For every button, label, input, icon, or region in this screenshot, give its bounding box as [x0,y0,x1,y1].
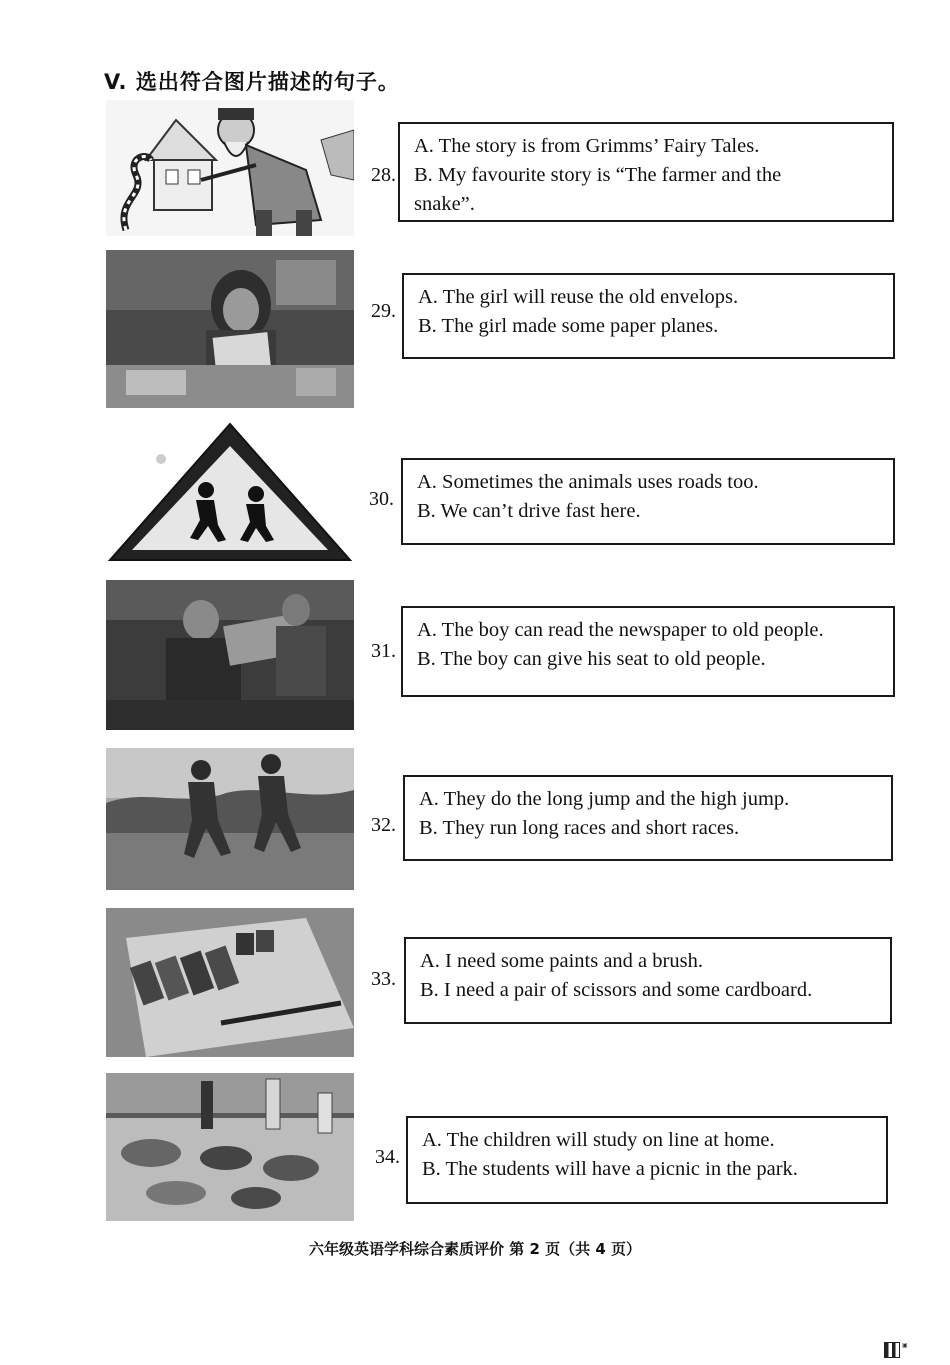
option-b-28[interactable]: B. My favourite story is “The farmer and the snake”. [414,164,782,215]
option-b-30[interactable]: B. We can’t drive fast here. [417,500,641,522]
option-b-31[interactable]: B. The boy can give his seat to old people. [417,648,766,670]
option-b-33[interactable]: B. I need a pair of scissors and some cardboard. [420,979,813,1001]
question-number-34: 34. [375,1146,400,1168]
question-number-32: 32. [371,814,396,836]
options-box-32 [403,775,893,861]
page-footer: 六年级英语学科综合素质评价 第 2 页（共 4 页） [309,1240,641,1258]
option-a-34[interactable]: A. The children will study on line at home. [422,1129,775,1151]
options-box-30 [401,458,895,545]
options-box-34 [406,1116,888,1204]
option-b-29[interactable]: B. The girl made some paper planes. [418,315,719,337]
options-box-33 [404,937,892,1024]
option-a-31[interactable]: A. The boy can read the newspaper to old people. [417,619,824,641]
question-number-28: 28. [371,164,396,186]
farmer-and-snake-image [106,100,354,236]
option-a-29[interactable]: A. The girl will reuse the old envelops. [418,286,739,308]
question-number-31: 31. [371,640,396,662]
question-number-29: 29. [371,300,396,322]
option-a-28[interactable]: A. The story is from Grimms’ Fairy Tales. [414,135,760,157]
options-box-29 [402,273,895,359]
paints-and-brush-image [106,908,354,1057]
question-number-33: 33. [371,968,396,990]
option-a-32[interactable]: A. They do the long jump and the high jump. [419,788,790,810]
two-boys-running-image [106,748,354,890]
option-a-33[interactable]: A. I need some paints and a brush. [420,950,703,972]
options-box-28 [398,122,894,222]
option-b-34[interactable]: B. The students will have a picnic in the park. [422,1158,798,1180]
boy-with-old-people-image [106,580,354,730]
option-a-30[interactable]: A. Sometimes the animals uses roads too. [417,471,759,493]
girl-with-envelope-image [106,250,354,408]
question-number-30: 30. [369,488,394,510]
options-box-31 [401,606,895,697]
scanner-logo-icon: ▣ [902,1342,908,1349]
picnic-food-image [106,1073,354,1221]
children-crossing-sign-image [106,420,354,566]
qr-code-icon [884,1342,900,1358]
option-b-32[interactable]: B. They run long races and short races. [419,817,740,839]
section-heading: V. 选出符合图片描述的句子。 [104,70,400,94]
